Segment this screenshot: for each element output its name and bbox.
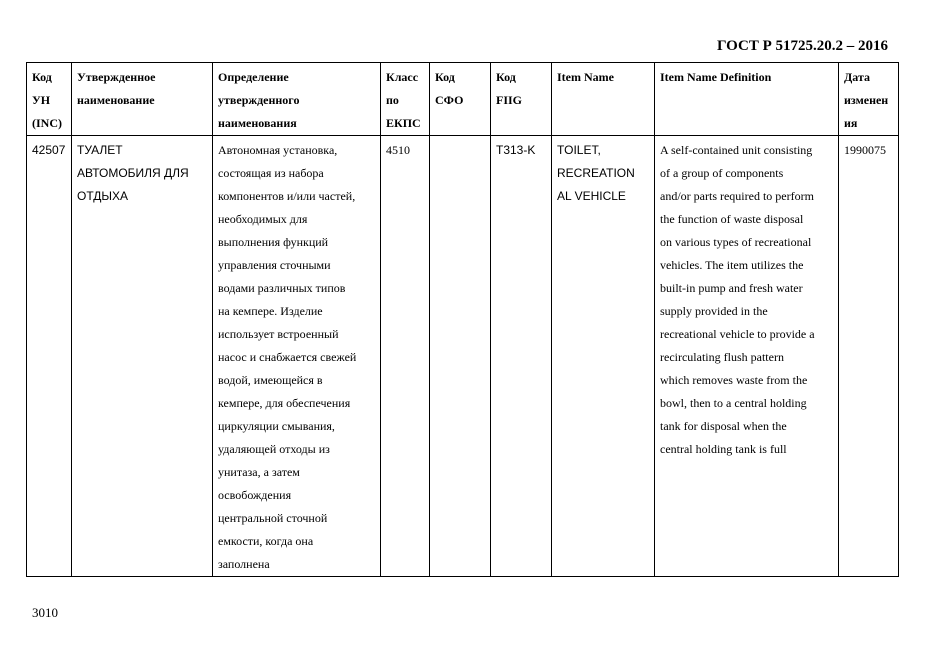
column-header-sfo-code: Код СФО <box>430 63 491 136</box>
cell-inc: 42507 <box>27 136 72 577</box>
column-header-fiig-code: Код FIIG <box>491 63 552 136</box>
document-standard-number: ГОСТ Р 51725.20.2 – 2016 <box>716 38 888 54</box>
column-header-item-name-definition: Item Name Definition <box>655 63 839 136</box>
table-header-row <box>27 63 899 136</box>
cell-ekps-class: 4510 <box>381 136 430 577</box>
cell-item-name: TOILET, RECREATION AL VEHICLE <box>552 136 655 577</box>
page-number: 3010 <box>32 605 58 620</box>
column-header-definition: Определение утвержденного наименования <box>213 63 381 136</box>
table-row <box>27 136 899 577</box>
column-header-change-date: Дата изменен ия <box>839 63 899 136</box>
column-header-item-name: Item Name <box>552 63 655 136</box>
cell-change-date: 1990075 <box>839 136 899 577</box>
cell-definition-ru: Автономная установка, состоящая из набора компонентов и/или частей, необходимых для выполнения функций управления сточными водами различных типов на кемпере. Изделие использует встроенный насос и снабжается свежей водой, имеющейся в кемпере, для обеспечения циркуляции смывания, удаляющей отходы из унитаза, а затем освобождения центральной сточной емкости, когда она заполнена <box>213 136 381 577</box>
column-header-approved-name: Утвержденное наименование <box>72 63 213 136</box>
cell-approved-name: ТУАЛЕТ АВТОМОБИЛЯ ДЛЯ ОТДЫХА <box>72 136 213 577</box>
cell-item-name-definition: A self-contained unit consisting of a group of components and/or parts required to perform the function of waste disposal on various types of recreational vehicles. The item utilizes the built-in pump and fresh water supply provided in the recreational vehicle to provide a recirculating flush pattern which removes waste from the bowl, then to a central holding tank for disposal when the central holding tank is full <box>655 136 839 577</box>
nomenclature-table <box>26 62 899 577</box>
column-header-inc: Код УН (INC) <box>27 63 72 136</box>
cell-fiig-code: T313-K <box>491 136 552 577</box>
column-header-ekps-class: Класс по ЕКПС <box>381 63 430 136</box>
cell-sfo-code <box>430 136 491 577</box>
